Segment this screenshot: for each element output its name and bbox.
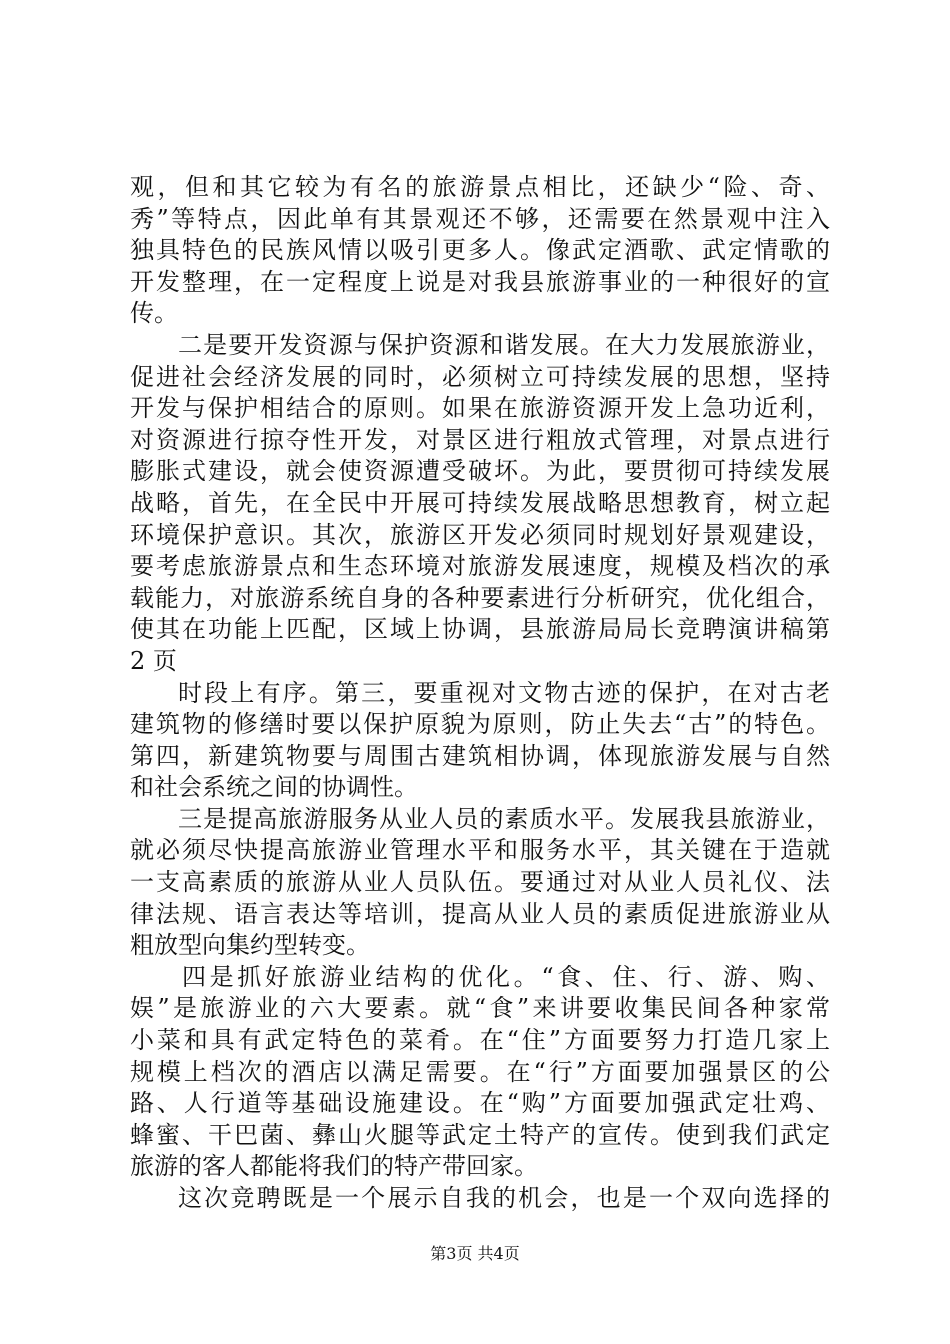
text-line: 开发整理，在一定程度上说是对我县旅游事业的一种很好的宣 <box>130 267 830 296</box>
text-line: 使其在功能上匹配，区域上协调，县旅游局局长竞聘演讲稿第 <box>130 615 830 644</box>
text-line: 小菜和具有武定特色的菜肴。在“住”方面要努力打造几家上 <box>130 1026 830 1055</box>
text-line: 开发与保护相结合的原则。如果在旅游资源开发上急功近利， <box>130 394 830 423</box>
paragraph-start-line: 三是提高旅游服务从业人员的素质水平。发展我县旅游业， <box>178 804 830 833</box>
text-line: 膨胀式建设，就会使资源遭受破坏。为此，要贯彻可持续发展 <box>130 457 830 486</box>
text-line: 蜂蜜、干巴菌、彝山火腿等武定土特产的宣传。使到我们武定 <box>130 1120 830 1149</box>
text-line: 促进社会经济发展的同时，必须树立可持续发展的思想，坚持 <box>130 362 830 391</box>
text-line: 和社会系统之间的协调性。 <box>130 773 418 802</box>
text-line: 粗放型向集约型转变。 <box>130 931 370 960</box>
text-line: 第四，新建筑物要与周围古建筑相协调，体现旅游发展与自然 <box>130 741 830 770</box>
text-line: 对资源进行掠夺性开发，对景区进行粗放式管理，对景点进行 <box>130 425 830 454</box>
paragraph-start-line: 四是抓好旅游业结构的优化。“食、住、行、游、购、 <box>182 962 830 991</box>
page-footer: 第3页 共4页 <box>430 1244 520 1263</box>
paragraph-start-line: 时段上有序。第三，要重视对文物古迹的保护，在对古老 <box>178 678 830 707</box>
document-body <box>130 172 830 1215</box>
text-line: 秀”等特点，因此单有其景观还不够，还需要在然景观中注入 <box>130 204 830 233</box>
text-line: 观，但和其它较为有名的旅游景点相比，还缺少“险、奇、 <box>130 173 830 201</box>
text-line: 传。 <box>130 299 178 328</box>
text-line: 一支高素质的旅游从业人员队伍。要通过对从业人员礼仪、法 <box>130 868 830 897</box>
text-line: 建筑物的修缮时要以保护原貌为原则，防止失去“古”的特色。 <box>130 710 830 739</box>
text-line: 就必须尽快提高旅游业管理水平和服务水平，其关键在于造就 <box>130 836 830 865</box>
text-line: 娱”是旅游业的六大要素。就“食”来讲要收集民间各种家常 <box>130 994 830 1023</box>
paragraph-start-line: 二是要开发资源与保护资源和谐发展。在大力发展旅游业， <box>178 330 830 359</box>
text-line: 路、人行道等基础设施建设。在“购”方面要加强武定壮鸡、 <box>130 1089 830 1118</box>
text-line: 律法规、语言表达等培训，提高从业人员的素质促进旅游业从 <box>130 899 830 928</box>
text-line: 2 页 <box>130 646 177 675</box>
text-line: 载能力，对旅游系统自身的各种要素进行分析研究，优化组合， <box>130 583 830 612</box>
text-line: 战略，首先，在全民中开展可持续发展战略思想教育，树立起 <box>130 488 830 517</box>
text-line: 要考虑旅游景点和生态环境对旅游发展速度，规模及档次的承 <box>130 552 830 581</box>
text-line: 环境保护意识。其次，旅游区开发必须同时规划好景观建设， <box>130 520 830 549</box>
text-line: 独具特色的民族风情以吸引更多人。像武定酒歌、武定情歌的 <box>130 236 830 265</box>
text-line: 规模上档次的酒店以满足需要。在“行”方面要加强景区的公 <box>130 1057 830 1086</box>
paragraph-start-line: 这次竞聘既是一个展示自我的机会，也是一个双向选择的 <box>178 1184 830 1212</box>
text-line: 旅游的客人都能将我们的特产带回家。 <box>130 1152 538 1181</box>
